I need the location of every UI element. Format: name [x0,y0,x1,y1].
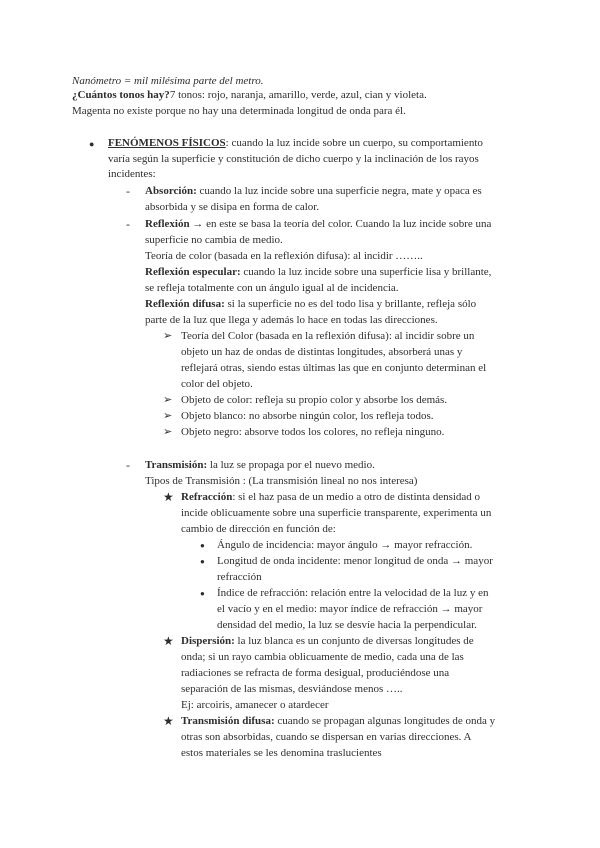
transmision-line-1 [145,458,375,472]
section-line-2: varía según la superficie y constitución de dicho cuerpo y la inclinación de los rayos [108,153,479,165]
section-title: FENÓMENOS FÍSICOS [108,137,226,149]
arrow-item-line: Objeto blanco: no absorbe ningún color, los refleja todos. [181,410,434,422]
arrow-item-line: color del objeto. [181,378,253,390]
arrow-item-line: Objeto de color: refleja su propio color y absorbe los demás. [181,394,448,406]
star-bullet-icon: ★ [163,634,174,648]
dash-bullet-icon: - [126,458,130,472]
dash-bullet-icon: - [126,184,130,198]
intro-line-2 [72,88,427,102]
transmision-label: Transmisión: [145,459,208,471]
dispersion-text: la luz blanca es un conjunto de diversas longitudes de [234,635,474,647]
arrow-bullet-icon: ➢ [163,394,173,406]
reflexion-label: Reflexión [145,218,190,230]
refraccion-line-2: incide oblicuamente sobre una superficie transparente, experimenta un [181,507,492,519]
reflexion-text: → en este se basa la teoría del color. Cuando la luz incide sobre una [189,218,492,230]
difusa-line-1 [145,297,476,311]
dispersion-line-2: onda; si un rayo cambia oblicuamente de medio, cada una de las [181,651,464,663]
especular-line-2: se refleja totalmente con un ángulo igual al de incidencia. [145,282,399,294]
dot-bullet-icon: ● [200,589,205,598]
transmision-text: la luz se propaga por el nuevo medio. [207,459,375,471]
dispersion-line-4: separación de las mismas, desviándose menos ….. [181,683,403,695]
intro-line-3: Magenta no existe porque no hay una determinada longitud de onda para él. [72,105,406,117]
star-bullet-icon: ★ [163,714,174,728]
dot-item-line: densidad del medio, la luz se desvíe hacia la perpendicular. [217,619,477,631]
absorcion-text: cuando la luz incide sobre una superficie negra, mate y opaca es [196,185,482,197]
round-bullet-icon: ● [89,139,95,149]
dot-item-line: refracción [217,571,262,583]
arrow-bullet-icon: ➢ [163,426,173,438]
dot-item-line: Índice de refracción: relación entre la velocidad de la luz y en [217,587,489,599]
trans-difusa-label: Transmisión difusa: [181,715,275,727]
refraccion-line-3: cambio de dirección en función de: [181,523,336,535]
dot-bullet-icon: ● [200,541,205,550]
arrow-item-line: Objeto negro: absorve todos los colores, no refleja ninguno. [181,426,445,438]
dot-item-line: el vacío y en el medio: mayor índice de refracción → mayor [217,603,483,615]
difusa-label: Reflexión difusa: [145,298,225,310]
arrow-item-line: objeto un haz de ondas de distintas longitudes, absorberá unas y [181,346,463,358]
reflexion-line-2: superficie no cambia de medio. [145,234,283,246]
dot-item-line: Ángulo de incidencia: mayor ángulo → mayor refracción. [217,539,473,551]
dispersion-line-1 [181,634,474,648]
transmision-line-2: Tipos de Transmisión : (La transmisión lineal no nos interesa) [145,475,418,487]
dispersion-label: Dispersión: [181,635,235,647]
dot-bullet-icon: ● [200,557,205,566]
absorcion-line-1 [145,184,482,198]
trans-difusa-line-1 [181,714,495,728]
difusa-text: si la superficie no es del todo lisa y brillante, refleja sólo [224,298,477,310]
refraccion-text: : si el haz pasa de un medio a otro de distinta densidad o [232,491,481,503]
especular-line-1 [145,265,491,279]
arrow-bullet-icon: ➢ [163,410,173,422]
section-heading [108,136,483,150]
intro-question: ¿Cuántos tonos hay? [72,89,170,101]
especular-label: Reflexión especular: [145,266,241,278]
arrow-item-line: Teoría del Color (basada en la reflexión difusa): al incidir sobre un [181,330,475,342]
refraccion-label: Refracción [181,491,233,503]
intro-line-1: Nanómetro = mil milésima parte del metro. [72,75,264,87]
arrow-bullet-icon: ➢ [163,330,173,342]
dot-item-line: Longitud de onda incidente: menor longitud de onda → mayor [217,555,493,567]
reflexion-line-1 [145,217,491,231]
especular-text: cuando la luz incide sobre una superficie lisa y brillante, [240,266,492,278]
trans-difusa-text: cuando se propagan algunas longitudes de onda y [274,715,496,727]
dispersion-line-3: radiaciones se refracta de forma desigual, produciéndose una [181,667,450,679]
absorcion-line-2: absorbida y se disipa en forma de calor. [145,201,320,213]
arrow-item-line: reflejará otras, siendo estas últimas las que en conjunto determinan el [181,362,487,374]
refraccion-line-1 [181,490,480,504]
section-line-3: incidentes: [108,168,156,180]
star-bullet-icon: ★ [163,490,174,504]
difusa-line-2: parte de la luz que llega y además lo hace en todas las direcciones. [145,314,438,326]
trans-difusa-line-2: otras son absorbidas, cuando se dispersan en varias direcciones. A [181,731,472,743]
reflexion-line-3: Teoría de color (basada en la reflexión difusa): al incidir …….. [145,250,423,262]
intro-answer: 7 tonos: rojo, naranja, amarillo, verde, azul, cian y violeta. [169,89,427,101]
trans-difusa-line-3: estos materiales se les denomina traslucientes [181,747,382,759]
dispersion-line-5: Ej: arcoiris, amanecer o atardecer [181,699,329,711]
absorcion-label: Absorción: [145,185,197,197]
dash-bullet-icon: - [126,217,130,231]
section-title-rest: : cuando la luz incide sobre un cuerpo, su comportamiento [225,137,483,149]
